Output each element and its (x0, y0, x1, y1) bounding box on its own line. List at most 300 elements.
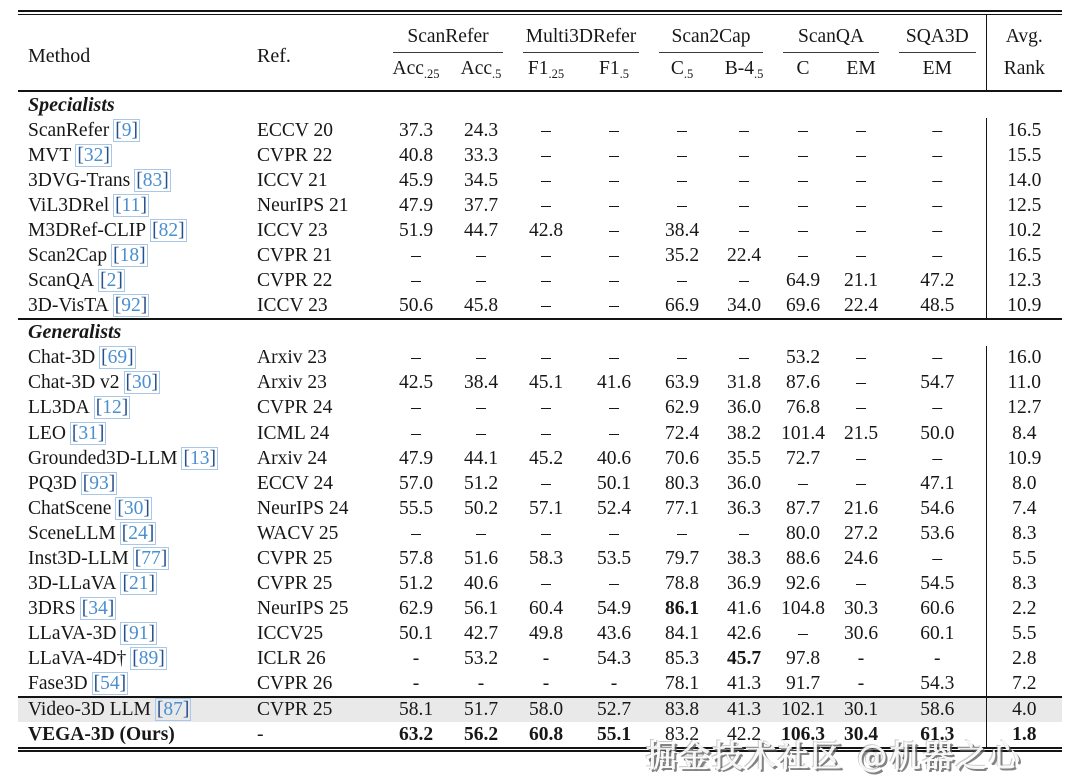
value-cell: – (541, 573, 551, 595)
method-name: LL3DA (28, 397, 90, 419)
value-cell: 50.0 (920, 422, 955, 444)
value-cell: 60.1 (920, 623, 955, 645)
group-header-multi3drefer: Multi3DRefer (513, 15, 649, 55)
value-cell: - (934, 648, 941, 670)
value-cell: – (677, 194, 687, 216)
citation-link[interactable]: [82] (152, 219, 185, 241)
ref-cell: Arxiv 23 (257, 372, 327, 394)
value-cell: 27.2 (843, 522, 879, 544)
value-cell: 80.3 (664, 472, 700, 494)
value-cell: 47.2 (920, 270, 955, 292)
citation-link[interactable]: [24] (121, 522, 155, 544)
metric-header-c: C (796, 58, 810, 79)
value-cell: – (798, 472, 808, 494)
table-row (18, 371, 1062, 396)
value-cell: – (476, 522, 486, 544)
value-cell: 45.8 (449, 294, 513, 319)
value-cell: 66.9 (649, 294, 715, 319)
table-row (18, 471, 1062, 496)
value-cell: 70.6 (664, 447, 700, 469)
ref-cell: CVPR 25 (253, 697, 383, 722)
value-cell: 42.2 (726, 723, 762, 745)
method-cell (18, 269, 253, 294)
value-cell: – (541, 144, 551, 166)
value-cell: 44.7 (463, 219, 499, 241)
method-name: Inst3D-LLM (28, 548, 129, 570)
method-name: 3D-VisTA (28, 294, 109, 316)
value-cell: – (798, 194, 808, 216)
value-cell: 57.8 (398, 548, 434, 570)
value-cell: – (932, 119, 943, 141)
value-cell: 41.6 (726, 598, 762, 620)
value-cell: 53.2 (463, 648, 499, 670)
value-cell: 36.0 (726, 472, 762, 494)
value-cell: 87.6 (785, 372, 821, 394)
value-cell: 37.7 (463, 194, 499, 216)
value-cell: – (798, 623, 808, 645)
benchmark-results-table (18, 15, 1062, 747)
value-cell: 55.5 (398, 497, 434, 519)
value-cell: 41.6 (596, 372, 632, 394)
method-name: MVT (28, 144, 72, 166)
value-cell: 85.3 (664, 648, 700, 670)
method-cell (18, 168, 253, 193)
section-title: Specialists (28, 93, 115, 116)
value-cell: – (476, 347, 486, 369)
value-cell: 56.2 (463, 723, 499, 745)
table-row (18, 168, 1062, 193)
citation-link[interactable]: [87] (156, 699, 190, 721)
group-header-scan2cap: Scan2Cap (649, 15, 773, 55)
value-cell: 62.9 (664, 397, 700, 419)
ref-cell: NeurIPS 25 (257, 598, 349, 620)
method-name: Scan2Cap (28, 245, 108, 267)
ref-cell: ICCV 23 (257, 219, 328, 241)
value-cell: – (476, 397, 486, 419)
value-cell: 72.7 (785, 447, 821, 469)
citation-link[interactable]: [91] (122, 623, 155, 645)
ref-cell: NeurIPS 21 (257, 194, 349, 216)
citation-link[interactable]: [69] (101, 347, 134, 369)
value-cell: – (856, 219, 866, 241)
value-cell: – (609, 270, 619, 292)
value-cell: 69.6 (773, 294, 833, 319)
value-cell: – (609, 245, 619, 267)
value-cell: 10.2 (986, 218, 1062, 243)
metric-header-sqa3d-em: EM (922, 58, 952, 79)
method-cell (18, 547, 253, 572)
value-cell: 45.2 (528, 447, 564, 469)
value-cell: – (677, 522, 687, 544)
value-cell: 11.0 (986, 371, 1062, 396)
value-cell: – (677, 144, 687, 166)
citation-link[interactable]: [18] (113, 245, 146, 267)
method-cell (18, 218, 253, 243)
value-cell: - (513, 672, 579, 697)
value-cell: 104.8 (781, 598, 825, 620)
value-cell: – (856, 144, 866, 166)
table-row (18, 396, 1062, 421)
value-cell: 41.3 (715, 697, 773, 722)
value-cell: 22.4 (833, 294, 889, 319)
value-cell: – (476, 270, 486, 292)
value-cell: 57.1 (528, 497, 564, 519)
table-row (18, 697, 1062, 722)
value-cell: 35.5 (726, 447, 762, 469)
value-cell: – (856, 347, 866, 369)
value-cell: 38.4 (664, 219, 700, 241)
method-cell (18, 496, 253, 521)
value-cell: – (609, 119, 619, 141)
value-cell: 36.3 (726, 497, 762, 519)
citation-link[interactable]: [89] (132, 648, 165, 670)
table-row (18, 496, 1062, 521)
value-cell: – (798, 219, 808, 241)
value-cell: 52.4 (596, 497, 632, 519)
table-row (18, 622, 1062, 647)
metric-header-f15: $F1_{.5}$ (599, 58, 629, 81)
value-cell: – (739, 347, 749, 369)
value-cell: 7.2 (986, 672, 1062, 697)
value-cell: – (411, 245, 421, 267)
ref-column-header: Ref. (257, 45, 291, 67)
value-cell: 60.4 (528, 598, 564, 620)
section-title-row (18, 319, 1062, 346)
value-cell: 51.2 (398, 573, 434, 595)
table-row (18, 218, 1062, 243)
value-cell: 30.6 (843, 623, 879, 645)
value-cell: 80.0 (785, 522, 821, 544)
value-cell: – (609, 397, 619, 419)
value-cell: 47.9 (398, 194, 434, 216)
value-cell: 54.6 (920, 497, 955, 519)
metric-header-acc5: Acc$_{.5}$ (460, 58, 502, 81)
value-cell: 60.8 (528, 723, 564, 745)
value-cell: 45.1 (528, 372, 564, 394)
citation-link[interactable]: [9] (115, 119, 138, 141)
table-row (18, 118, 1062, 143)
value-cell: 1.8 (986, 722, 1062, 747)
method-name: ChatScene (28, 497, 112, 519)
value-cell: 21.5 (843, 422, 879, 444)
value-cell: 16.5 (986, 243, 1062, 268)
citation-link[interactable]: [32] (77, 144, 110, 166)
value-cell: 8.0 (986, 471, 1062, 496)
value-cell: 8.3 (986, 521, 1062, 546)
value-cell: – (541, 245, 551, 267)
method-name: SceneLLM (28, 522, 116, 544)
table-row (18, 294, 1062, 319)
value-cell: - (383, 672, 449, 697)
citation-link[interactable]: [12] (95, 397, 129, 419)
table-row (18, 143, 1062, 168)
metric-header-b45: $B-4_{.5}$ (724, 58, 764, 81)
table-row (18, 346, 1062, 371)
method-name: LEO (28, 422, 66, 444)
value-cell: - (542, 648, 550, 670)
value-cell: – (856, 169, 866, 191)
citation-link[interactable]: [31] (71, 422, 105, 444)
value-cell: 14.0 (986, 168, 1062, 193)
value-cell: – (856, 397, 866, 419)
table-row (18, 243, 1062, 268)
value-cell: 76.8 (785, 397, 821, 419)
value-cell: – (856, 447, 866, 469)
value-cell: – (541, 119, 551, 141)
value-cell: – (739, 119, 749, 141)
value-cell: – (856, 372, 866, 394)
value-cell: - (579, 672, 649, 697)
value-cell: 57.0 (398, 472, 434, 494)
value-cell: 40.6 (463, 573, 499, 595)
value-cell: 45.9 (398, 169, 434, 191)
value-cell: - (449, 672, 513, 697)
citation-link[interactable]: [13] (183, 447, 216, 469)
value-cell: 38.3 (726, 548, 762, 570)
value-cell: 50.1 (398, 623, 434, 645)
value-cell: – (677, 119, 687, 141)
value-cell: – (798, 144, 808, 166)
value-cell: – (932, 169, 943, 191)
method-cell (18, 622, 253, 647)
method-cell (18, 446, 253, 471)
value-cell: – (579, 294, 649, 319)
value-cell: 36.0 (726, 397, 762, 419)
method-name: PQ3D (28, 472, 77, 494)
value-cell: – (411, 422, 421, 444)
citation-link[interactable]: [2] (100, 270, 123, 292)
table-row (18, 547, 1062, 572)
method-name: VEGA-3D (Ours) (28, 723, 175, 745)
value-cell: 51.2 (463, 472, 499, 494)
value-cell: – (541, 169, 551, 191)
citation-link[interactable]: [30] (117, 497, 150, 519)
value-cell: 58.6 (889, 697, 986, 722)
citation-link[interactable]: [34] (81, 598, 115, 620)
value-cell: – (609, 169, 619, 191)
value-cell: 62.9 (398, 598, 434, 620)
value-cell: 78.8 (664, 573, 700, 595)
value-cell: 35.2 (664, 245, 700, 267)
method-cell (18, 572, 253, 597)
value-cell: 54.3 (889, 672, 986, 697)
value-cell: - (412, 648, 420, 670)
value-cell: 22.4 (726, 245, 762, 267)
section-title: Generalists (28, 321, 122, 344)
citation-link[interactable]: [54] (93, 673, 127, 695)
method-name: LLaVA-3D (28, 623, 117, 645)
citation-link[interactable]: [92] (114, 294, 148, 316)
value-cell: – (677, 270, 687, 292)
value-cell: – (609, 194, 619, 216)
value-cell: 8.4 (986, 421, 1062, 446)
value-cell: 24.3 (463, 119, 499, 141)
value-cell: – (411, 522, 421, 544)
metric-header-f125: $F1_{.25}$ (527, 58, 565, 81)
value-cell: 16.0 (986, 346, 1062, 371)
value-cell: 43.6 (596, 623, 632, 645)
value-cell: 50.2 (463, 497, 499, 519)
value-cell: 10.9 (986, 294, 1062, 319)
ref-cell: ICCV25 (257, 623, 324, 645)
value-cell: 51.7 (449, 697, 513, 722)
value-cell: 106.3 (781, 723, 825, 745)
method-column-header: Method (28, 45, 91, 67)
value-cell: – (677, 169, 687, 191)
value-cell: 54.5 (920, 573, 955, 595)
method-cell (18, 672, 253, 697)
value-cell: 61.3 (920, 723, 955, 745)
value-cell: 47.1 (920, 472, 955, 494)
value-cell: 12.3 (986, 269, 1062, 294)
value-cell: 45.7 (726, 648, 762, 670)
table-row (18, 421, 1062, 446)
value-cell: – (932, 447, 943, 469)
citation-link[interactable]: [30] (125, 372, 159, 394)
value-cell: 91.7 (773, 672, 833, 697)
citation-link[interactable]: [77] (134, 548, 168, 570)
value-cell: 42.8 (528, 219, 564, 241)
value-cell: – (932, 245, 943, 267)
value-cell: 24.6 (843, 548, 879, 570)
value-cell: – (932, 144, 943, 166)
method-cell (18, 722, 253, 747)
value-cell: – (411, 397, 421, 419)
value-cell: 78.1 (649, 672, 715, 697)
value-cell: 88.6 (785, 548, 821, 570)
value-cell: 12.5 (986, 193, 1062, 218)
table-body (18, 91, 1062, 747)
value-cell: – (798, 169, 808, 191)
value-cell: 79.7 (664, 548, 700, 570)
value-cell: 54.9 (596, 598, 632, 620)
value-cell: 72.4 (664, 422, 700, 444)
table-header (18, 15, 1062, 91)
method-cell (18, 346, 253, 371)
value-cell: - (833, 672, 889, 697)
section-title-row (18, 91, 1062, 118)
ref-cell: ICML 24 (257, 422, 330, 444)
metric-header-c5: $C_{.5}$ (670, 58, 694, 81)
method-name: 3DVG-Trans (28, 169, 131, 191)
citation-link[interactable]: [83] (136, 169, 169, 191)
method-cell (18, 396, 253, 421)
value-cell: – (856, 573, 866, 595)
value-cell: – (541, 347, 551, 369)
value-cell: – (609, 573, 619, 595)
value-cell: – (411, 270, 421, 292)
value-cell: 53.6 (920, 522, 955, 544)
value-cell: – (739, 219, 749, 241)
ref-cell: ICCV 23 (253, 294, 383, 319)
value-cell: 38.2 (726, 422, 762, 444)
table-row (18, 647, 1062, 672)
value-cell: 48.5 (889, 294, 986, 319)
value-cell: 58.0 (513, 697, 579, 722)
group-header-scanrefer: ScanRefer (383, 15, 513, 55)
value-cell: 40.6 (596, 447, 632, 469)
value-cell: 50.1 (596, 472, 632, 494)
value-cell: 34.5 (463, 169, 499, 191)
value-cell: 30.3 (843, 598, 879, 620)
value-cell: – (609, 422, 619, 444)
value-cell: 30.1 (833, 697, 889, 722)
value-cell: 44.1 (463, 447, 499, 469)
value-cell: 54.3 (596, 648, 632, 670)
group-header-sqa3d: SQA3D (889, 15, 986, 55)
ref-cell: CVPR 21 (257, 245, 333, 267)
value-cell: 63.2 (398, 723, 434, 745)
value-cell: – (609, 144, 619, 166)
ref-cell: Arxiv 23 (257, 347, 327, 369)
group-header-scanqa: ScanQA (773, 15, 889, 55)
value-cell: 53.2 (785, 347, 821, 369)
value-cell: – (739, 169, 749, 191)
citation-link[interactable]: [21] (122, 573, 155, 595)
ref-cell: CVPR 22 (257, 270, 333, 292)
value-cell: – (932, 194, 943, 216)
value-cell: – (932, 219, 943, 241)
value-cell: – (739, 522, 749, 544)
method-name: ScanQA (28, 270, 95, 292)
method-name: Video-3D LLM (28, 699, 151, 721)
ref-cell: WACV 25 (257, 522, 339, 544)
value-cell: 83.8 (649, 697, 715, 722)
method-name: 3DRS (28, 598, 76, 620)
value-cell: 92.6 (785, 573, 821, 595)
value-cell: 10.9 (986, 446, 1062, 471)
value-cell: 16.5 (986, 118, 1062, 143)
value-cell: 15.5 (986, 143, 1062, 168)
method-name: M3DRef-CLIP (28, 219, 147, 241)
citation-link[interactable]: [93] (82, 472, 116, 494)
value-cell: – (856, 245, 866, 267)
citation-link[interactable]: [11] (115, 194, 147, 216)
ref-cell: Arxiv 24 (257, 447, 327, 469)
value-cell: – (677, 347, 687, 369)
value-cell: 55.1 (596, 723, 632, 745)
value-cell: 4.0 (986, 697, 1062, 722)
method-name: ScanRefer (28, 119, 110, 141)
ref-cell: CVPR 22 (257, 144, 333, 166)
value-cell: 102.1 (773, 697, 833, 722)
value-cell: – (609, 347, 619, 369)
ref-cell: ECCV 20 (257, 119, 334, 141)
value-cell: – (541, 472, 551, 494)
value-cell: 31.8 (726, 372, 762, 394)
value-cell: 86.1 (664, 598, 700, 620)
method-cell (18, 371, 253, 396)
value-cell: 101.4 (781, 422, 825, 444)
value-cell: 47.9 (398, 447, 434, 469)
value-cell: 60.6 (920, 598, 955, 620)
method-name: Chat-3D v2 (28, 372, 120, 394)
value-cell: – (476, 422, 486, 444)
value-cell: 40.8 (398, 144, 434, 166)
method-name: 3D-LLaVA (28, 573, 117, 595)
method-cell (18, 597, 253, 622)
table-row (18, 446, 1062, 471)
value-cell: 84.1 (664, 623, 700, 645)
value-cell: 77.1 (664, 497, 700, 519)
method-cell (18, 421, 253, 446)
value-cell: 64.9 (785, 270, 821, 292)
table-row (18, 722, 1062, 747)
metric-header-acc25: Acc$_{.25}$ (392, 58, 440, 81)
value-cell: 97.8 (785, 648, 821, 670)
value-cell: – (856, 194, 866, 216)
value-cell: 21.6 (843, 497, 879, 519)
